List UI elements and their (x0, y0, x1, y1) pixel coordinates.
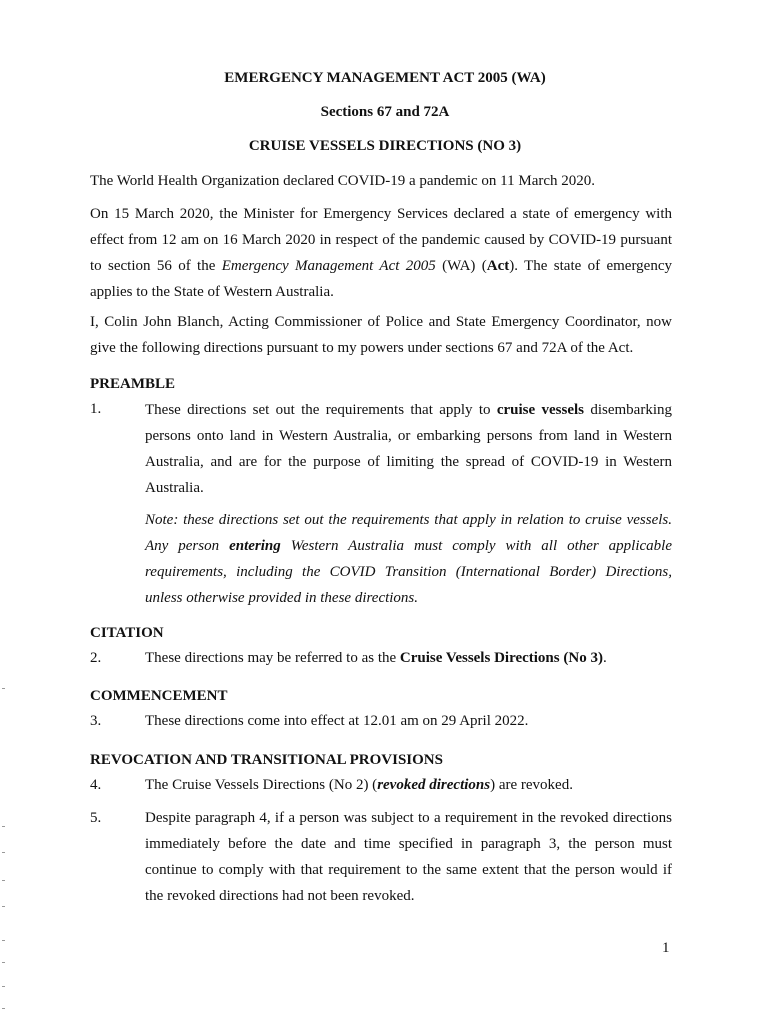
revocation-paragraph-4: The Cruise Vessels Directions (No 2) (revoked directions) are revoked. (145, 777, 573, 793)
margin-mark (2, 986, 5, 987)
paragraph-number-4: 4. (90, 777, 102, 793)
preamble-paragraph-1: These directions set out the requirements that apply to cruise vessels disembarking persons onto land in Western Australia, or embarking persons from land in Western Australia, and are for the purpose of limiting the spread of COVID-19 in Western Australia. (145, 402, 672, 496)
paragraph-number-3: 3. (90, 713, 102, 729)
page-number: 1 (662, 940, 670, 956)
heading-revocation: REVOCATION AND TRANSITIONAL PROVISIONS (90, 752, 443, 768)
paragraph-number-5: 5. (90, 810, 102, 826)
margin-mark (2, 1008, 5, 1009)
margin-mark (2, 962, 5, 963)
intro-paragraph-1: The World Health Organization declared COVID-19 a pandemic on 11 March 2020. (90, 173, 596, 189)
commencement-paragraph: These directions come into effect at 12.01 am on 29 April 2022. (145, 713, 529, 729)
revocation-paragraph-5: Despite paragraph 4, if a person was subject to a requirement in the revoked directions immediately before the date and time specified in paragraph 3, the person must continue to comply with that requirement to the same extent that the person would if the revoked directions had not been revoked. (145, 810, 672, 904)
margin-mark (2, 940, 5, 941)
intro-paragraph-2: On 15 March 2020, the Minister for Emergency Services declared a state of emergency with effect from 12 am on 16 March 2020 in respect of the pandemic caused by COVID-19 pursuant to section 56 of the Emergency Management Act 2005 (WA) (Act). The state of emergency applies to the State of Western Australia. (90, 206, 672, 300)
margin-mark (2, 852, 5, 853)
margin-mark (2, 688, 5, 689)
preamble-note: Note: these directions set out the requirements that apply in relation to cruise vessels. Any person entering Western Australia must comply with all other applicable requirements, including the COVID Transition (International Border) Directions, unless otherwise provided in these directions. (145, 512, 673, 606)
document-title: EMERGENCY MANAGEMENT ACT 2005 (WA) (224, 70, 546, 86)
margin-mark (2, 906, 5, 907)
heading-commencement: COMMENCEMENT (90, 688, 228, 704)
margin-mark (2, 880, 5, 881)
intro-paragraph-3: I, Colin John Blanch, Acting Commissioner of Police and State Emergency Coordinator, now give the following directions pursuant to my powers under sections 67 and 72A of the Act. (90, 314, 672, 356)
citation-paragraph: These directions may be referred to as the Cruise Vessels Directions (No 3). (145, 650, 607, 666)
paragraph-number-2: 2. (90, 650, 102, 666)
document-subtitle: CRUISE VESSELS DIRECTIONS (NO 3) (248, 138, 522, 154)
heading-citation: CITATION (90, 625, 164, 641)
margin-mark (2, 826, 5, 827)
paragraph-number-1: 1. (90, 401, 102, 417)
document-sections: Sections 67 and 72A (320, 104, 450, 120)
heading-preamble: PREAMBLE (90, 376, 176, 392)
